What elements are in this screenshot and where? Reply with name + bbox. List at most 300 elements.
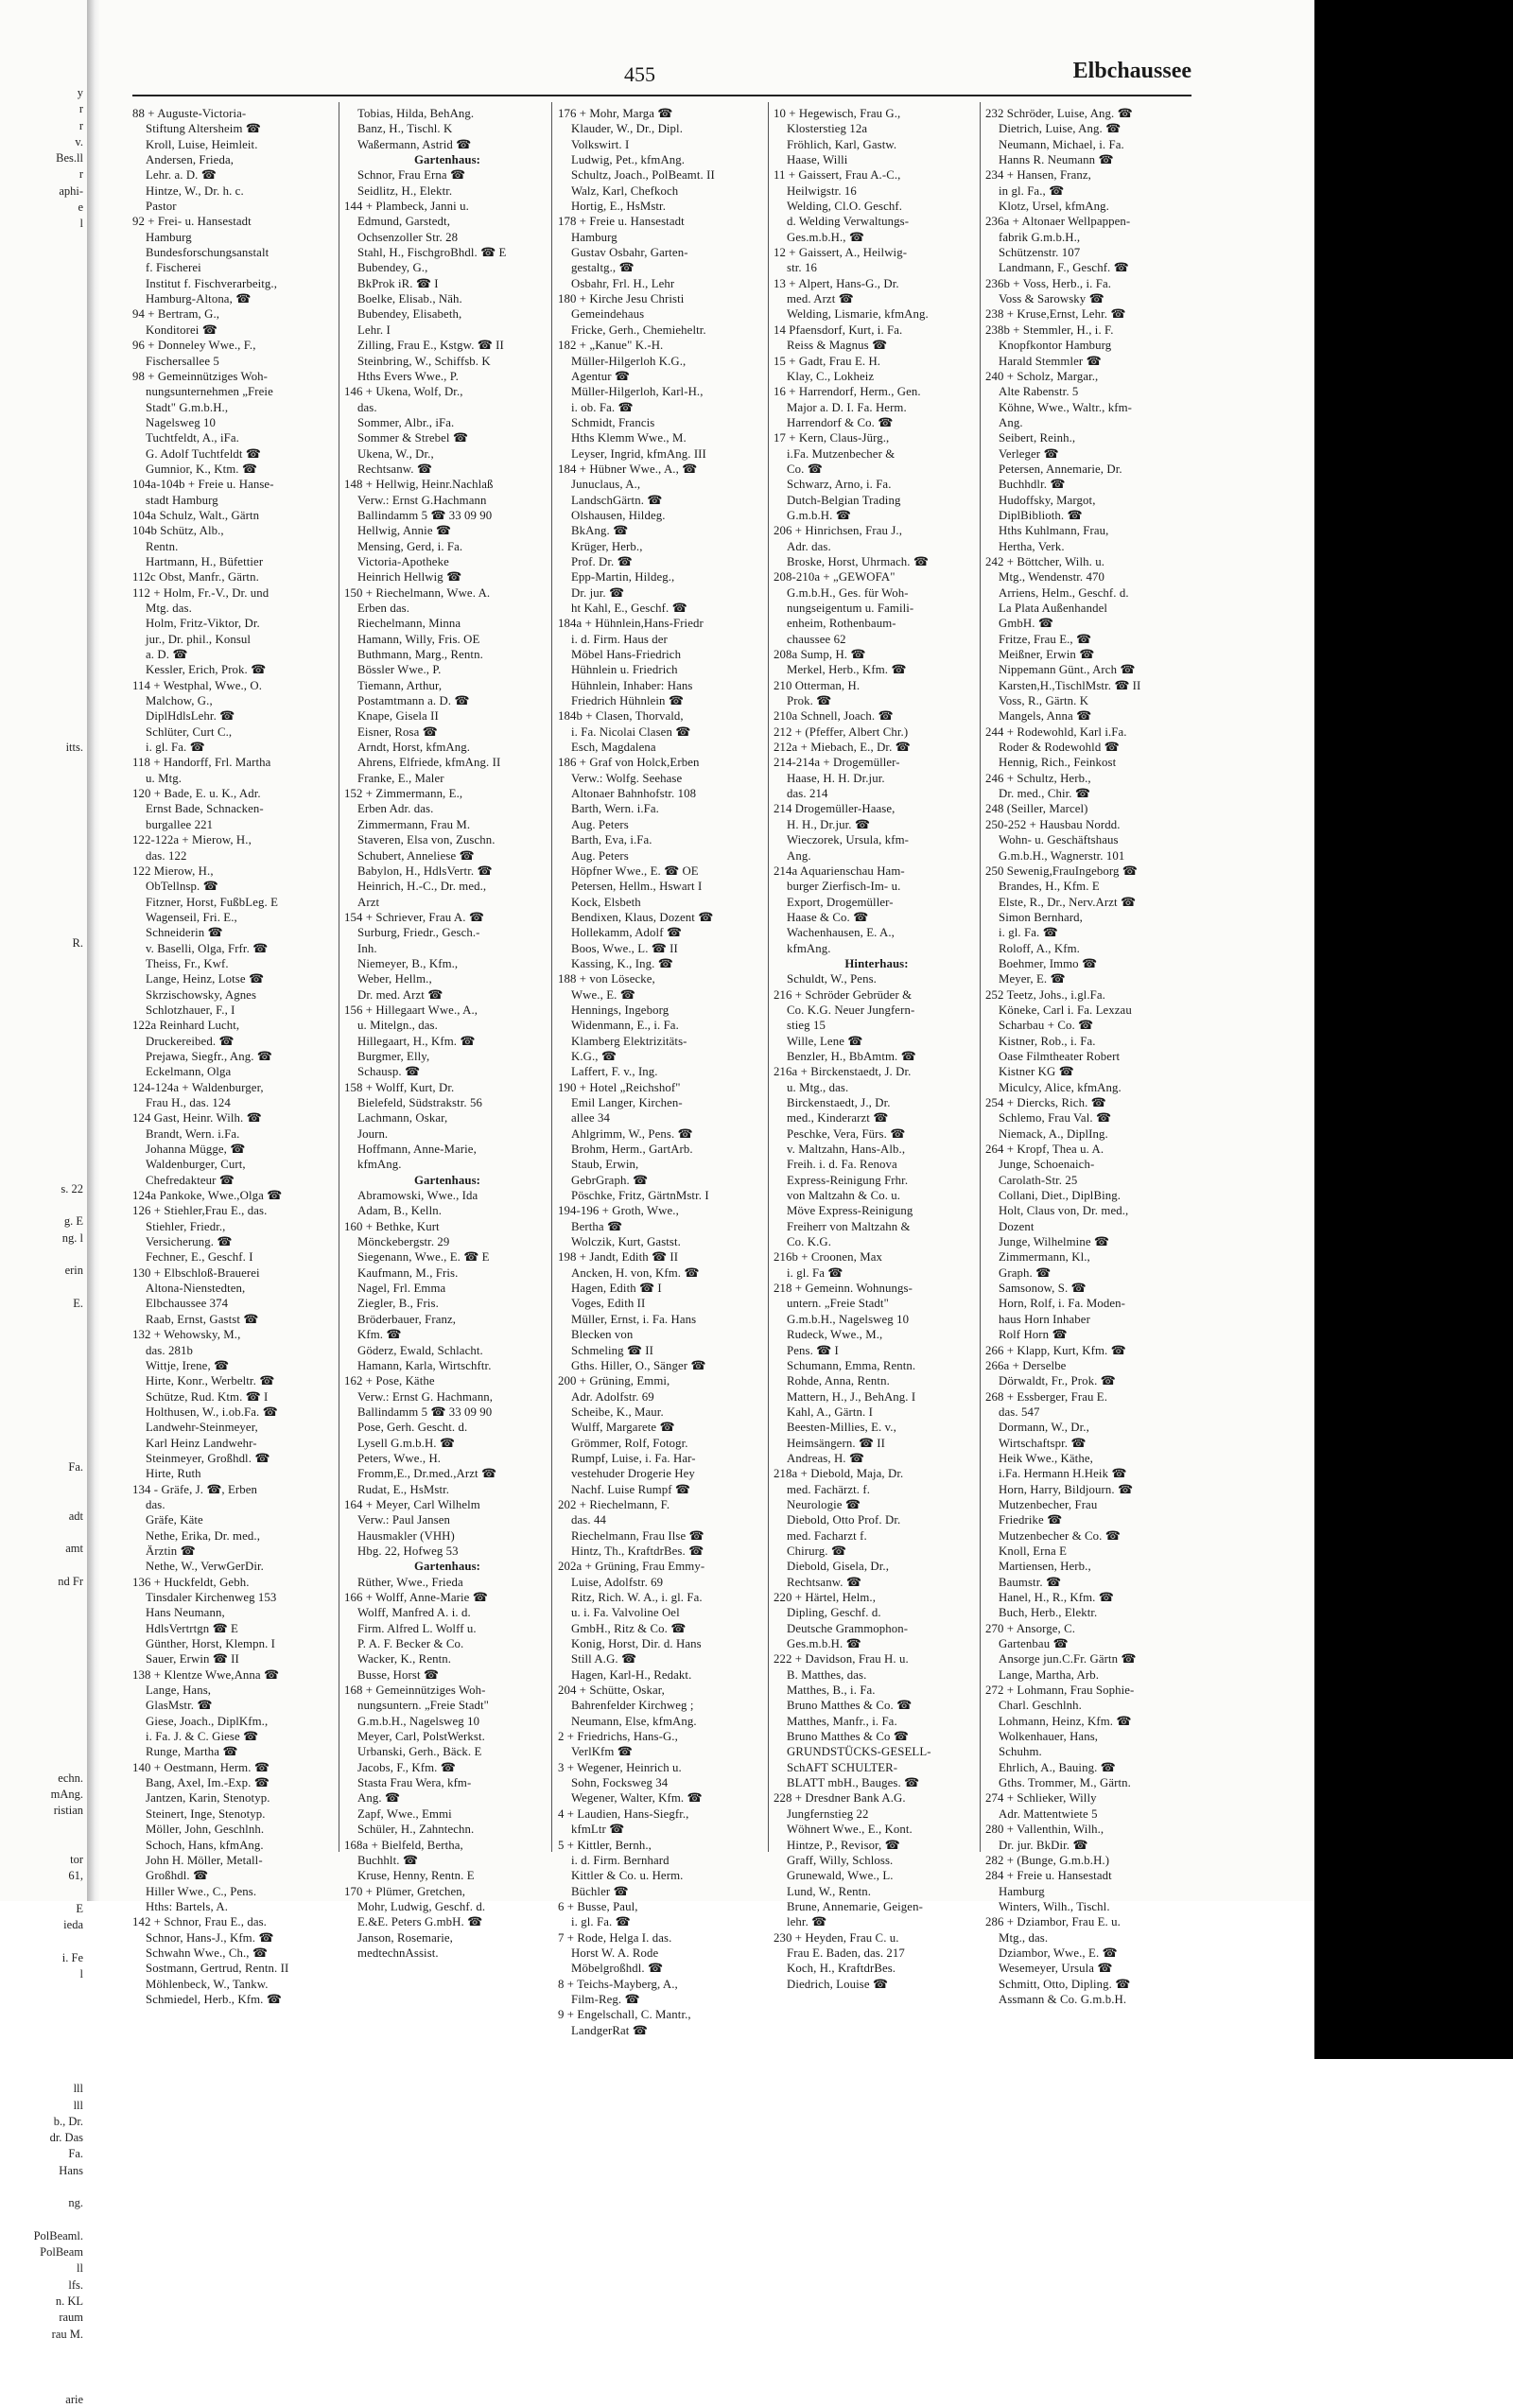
previous-page-text: n. KL bbox=[55, 2295, 83, 2309]
resident-line: Hanns R. Neumann ☎ bbox=[999, 153, 1114, 167]
house-number-entry: 104a Schulz, Walt., Gärtn bbox=[132, 508, 260, 522]
previous-page-text bbox=[0, 625, 87, 641]
resident-line: Klotz, Ursel, kfmAng. bbox=[999, 200, 1109, 214]
resident-line: Kroll, Luise, Heimleit. bbox=[146, 137, 258, 151]
house-number-entry: 124a Pankoke, Wwe.,Olga ☎ bbox=[132, 1189, 283, 1203]
resident-line: Schnor, Frau Erna ☎ bbox=[357, 168, 465, 183]
resident-line: Mtg. das. bbox=[146, 602, 192, 615]
resident-line: Büchler ☎ bbox=[571, 1884, 629, 1898]
resident-line: E.&E. Peters G.mbH. ☎ bbox=[357, 1915, 483, 1929]
resident-line: Oase Filmtheater Robert bbox=[999, 1049, 1121, 1063]
resident-line: Steinbring, W., Schiffsb. K bbox=[357, 354, 491, 368]
resident-line: Möller, John, Geschlnh. bbox=[146, 1823, 265, 1837]
resident-line: Tobias, Hilda, BehAng. bbox=[357, 107, 475, 120]
resident-line: Schnor, Hans-J., Kfm. ☎ bbox=[146, 1930, 274, 1945]
resident-line: Elste, R., Dr., Nerv.Arzt ☎ bbox=[999, 895, 1137, 909]
house-number-entry: 130 + Elbschloß-Brauerei bbox=[132, 1265, 260, 1280]
resident-line: Peters, Wwe., H. bbox=[357, 1451, 442, 1465]
resident-line: Prejawa, Siegfr., Ang. ☎ bbox=[146, 1049, 272, 1063]
resident-line: Lehr. I bbox=[357, 323, 391, 337]
house-number-entry: 176 + Mohr, Marga ☎ bbox=[558, 107, 673, 120]
previous-page-text bbox=[0, 1737, 87, 1754]
previous-page-text: itts. bbox=[65, 740, 83, 754]
resident-line: Landwehr-Steinmeyer, bbox=[146, 1421, 258, 1435]
resident-line: Inh. bbox=[357, 941, 377, 955]
house-number-entry: 148 + Hellwig, Heinr.Nachlaß bbox=[344, 478, 494, 492]
previous-page-text bbox=[0, 1704, 87, 1720]
resident-line: Welding, Cl.O. Geschf. bbox=[787, 200, 903, 214]
resident-line: med. Arzt ☎ bbox=[787, 292, 854, 306]
resident-line: Express-Reinigung Frhr. bbox=[787, 1173, 909, 1187]
previous-page-text: rau M. bbox=[51, 2327, 83, 2341]
resident-line: Zapf, Wwe., Emmi bbox=[357, 1806, 452, 1821]
resident-line: Gräfe, Käte bbox=[146, 1513, 203, 1527]
resident-line: Skrzischowsky, Agnes bbox=[146, 987, 257, 1002]
resident-line: Nethe, W., VerwGerDir. bbox=[146, 1560, 264, 1574]
resident-line: Winters, Wilh., Tischl. bbox=[999, 1899, 1110, 1913]
resident-line: Hagen, Karl-H., Redakt. bbox=[571, 1667, 692, 1682]
previous-page-text bbox=[0, 1410, 87, 1426]
previous-page-text bbox=[0, 1312, 87, 1328]
resident-line: nungseigentum u. Famili- bbox=[787, 602, 914, 615]
previous-page-text: r bbox=[78, 167, 83, 182]
house-number-entry: 104a-104b + Freie u. Hanse- bbox=[132, 478, 274, 492]
previous-page-text: i. Fe bbox=[61, 1950, 83, 1964]
resident-line: Verw.: Wolfg. Seehase bbox=[571, 771, 683, 785]
resident-line: Seibert, Reinh., bbox=[999, 431, 1076, 445]
previous-page-text bbox=[0, 1558, 87, 1574]
house-number-entry: 9 + Engelschall, C. Mantr., bbox=[558, 2008, 691, 2022]
resident-line: i. gl. Fa. ☎ bbox=[999, 926, 1058, 940]
previous-page-text bbox=[0, 1590, 87, 1606]
house-number-entry: 250-252 + Hausbau Nordd. bbox=[985, 817, 1121, 831]
resident-line: Dr. med. Arzt ☎ bbox=[357, 987, 443, 1002]
resident-line: Peschke, Vera, Fürs. ☎ bbox=[787, 1126, 906, 1141]
previous-page-text bbox=[0, 968, 87, 985]
resident-line: Wwe., E. ☎ bbox=[571, 987, 635, 1002]
previous-page-text bbox=[0, 1329, 87, 1345]
resident-line: Waßermann, Astrid ☎ bbox=[357, 137, 472, 151]
resident-line: Frau E. Baden, das. 217 bbox=[787, 1946, 905, 1960]
resident-line: Scharbau + Co. ☎ bbox=[999, 1019, 1094, 1033]
resident-line: Franke, E., Maler bbox=[357, 771, 444, 785]
resident-line: Hths Klemm Wwe., M. bbox=[571, 431, 687, 445]
resident-line: d. Welding Verwaltungs- bbox=[787, 215, 910, 229]
resident-line: Karsten,H.,TischlMstr. ☎ II bbox=[999, 678, 1141, 692]
resident-line: Diebold, Gisela, Dr., bbox=[787, 1560, 890, 1574]
resident-line: Petersen, Annemarie, Dr. bbox=[999, 462, 1122, 476]
book-fold-shadow bbox=[87, 0, 100, 1901]
previous-page-text bbox=[0, 772, 87, 788]
resident-line: Stadt" G.m.b.H., bbox=[146, 400, 229, 414]
resident-line: Bubendey, G., bbox=[357, 261, 428, 275]
house-number-entry: 150 + Riechelmann, Wwe. A. bbox=[344, 585, 491, 600]
resident-line: Schausp. ☎ bbox=[357, 1065, 420, 1079]
directory-column-4 bbox=[774, 106, 980, 1992]
resident-line: Major a. D. I. Fa. Herm. bbox=[787, 400, 907, 414]
resident-line: Ges.m.b.H., ☎ bbox=[787, 230, 864, 244]
resident-line: Buch, Herb., Elektr. bbox=[999, 1606, 1098, 1620]
house-number-entry: 15 + Gadt, Frau E. H. bbox=[774, 354, 881, 368]
resident-line: Verleger ☎ bbox=[999, 446, 1059, 461]
resident-line: Fritze, Frau E., ☎ bbox=[999, 632, 1092, 646]
previous-page-text: ieda bbox=[63, 1918, 83, 1932]
previous-page-text bbox=[0, 1083, 87, 1099]
resident-line: Graff, Willy, Schloss. bbox=[787, 1853, 894, 1867]
resident-line: Petersen, Hellm., Hswart I bbox=[571, 880, 703, 894]
resident-line: Ang. bbox=[787, 848, 811, 863]
previous-page-text bbox=[0, 1394, 87, 1410]
resident-line: Agentur ☎ bbox=[571, 369, 630, 383]
column-divider bbox=[551, 102, 552, 1852]
resident-line: Kittler & Co. u. Herm. bbox=[571, 1869, 684, 1883]
previous-page-text bbox=[0, 1721, 87, 1737]
previous-page-text bbox=[0, 641, 87, 657]
resident-line: Johanna Mügge, ☎ bbox=[146, 1143, 246, 1157]
resident-line: Surburg, Friedr., Gesch.- bbox=[357, 926, 480, 940]
resident-line: G. Adolf Tuchtfeldt ☎ bbox=[146, 446, 261, 461]
resident-line: Hennig, Rich., Feinkost bbox=[999, 756, 1117, 770]
resident-line: Boehmer, Immo ☎ bbox=[999, 956, 1097, 970]
resident-line: Aug. Peters bbox=[571, 848, 629, 863]
resident-line: John H. Möller, Metall- bbox=[146, 1853, 263, 1867]
resident-line: LandschGärtn. ☎ bbox=[571, 493, 663, 507]
previous-page-text: tor bbox=[70, 1853, 83, 1867]
house-number-entry: 212a + Miebach, E., Dr. ☎ bbox=[774, 741, 911, 755]
house-number-entry: 218 + Gemeinn. Wohnungs- bbox=[774, 1282, 913, 1296]
resident-line: Gustav Osbahr, Garten- bbox=[571, 246, 688, 260]
resident-line: Mtg., das. bbox=[999, 1930, 1049, 1945]
resident-line: Sohn, Focksweg 34 bbox=[571, 1776, 669, 1790]
resident-line: Institut f. Fischverarbeitg., bbox=[146, 276, 278, 290]
resident-line: Grunewald, Wwe., L. bbox=[787, 1869, 894, 1883]
resident-line: Grömmer, Rolf, Fotogr. bbox=[571, 1436, 688, 1450]
resident-line: von Maltzahn & Co. u. bbox=[787, 1189, 901, 1203]
resident-line: das. 122 bbox=[146, 848, 187, 863]
previous-page-text: dr. Das bbox=[49, 2131, 83, 2145]
house-number-entry: 194-196 + Groth, Wwe., bbox=[558, 1204, 679, 1218]
resident-line: Ukena, W., Dr., bbox=[357, 446, 434, 461]
resident-line: u. Mtg., das. bbox=[787, 1080, 849, 1094]
previous-page-text bbox=[0, 789, 87, 805]
running-head: Elbchaussee bbox=[1072, 59, 1191, 83]
resident-line: Junuclaus, A., bbox=[571, 478, 641, 492]
resident-line: Hausmakler (VHH) bbox=[357, 1528, 455, 1543]
resident-line: Tuchtfeldt, A., iFa. bbox=[146, 431, 239, 445]
resident-line: lehr. ☎ bbox=[787, 1915, 827, 1929]
previous-page-text bbox=[0, 1345, 87, 1361]
resident-line: G.m.b.H. ☎ bbox=[787, 508, 851, 522]
resident-line: Fromm,E., Dr.med.,Arzt ☎ bbox=[357, 1467, 497, 1481]
previous-page-text: v. bbox=[75, 134, 83, 148]
resident-line: Mensing, Gerd, i. Fa. bbox=[357, 539, 463, 553]
house-number-entry: 200 + Grüning, Emmi, bbox=[558, 1374, 670, 1388]
house-number-entry: 210 Otterman, H. bbox=[774, 678, 861, 692]
house-number-entry: 10 + Hegewisch, Frau G., bbox=[774, 107, 901, 120]
resident-line: Nippemann Günt., Arch ☎ bbox=[999, 663, 1136, 677]
previous-page-text bbox=[0, 396, 87, 412]
resident-line: Zilling, Frau E., Kstgw. ☎ II bbox=[357, 339, 504, 353]
resident-line: Schlemo, Frau Val. ☎ bbox=[999, 1111, 1112, 1125]
house-number-entry: 250 Sewenig,FrauIngeborg ☎ bbox=[985, 864, 1138, 878]
resident-line: i. Fa. Nicolai Clasen ☎ bbox=[571, 724, 691, 739]
resident-line: das. 214 bbox=[787, 787, 828, 801]
previous-page-text: y bbox=[77, 86, 83, 99]
previous-page-text: aphi- bbox=[59, 183, 83, 198]
resident-line: Assmann & Co. G.m.b.H. bbox=[999, 1992, 1127, 2006]
resident-line: Heinrich, H.-C., Dr. med., bbox=[357, 880, 487, 894]
resident-line: Volkswirt. I bbox=[571, 137, 630, 151]
house-number-entry: 114 + Westphal, Wwe., O. bbox=[132, 678, 263, 692]
resident-line: Samsonow, S. ☎ bbox=[999, 1282, 1087, 1296]
resident-line: Knopfkontor Hamburg bbox=[999, 339, 1112, 353]
previous-page-text bbox=[0, 560, 87, 576]
resident-line: Elbchaussee 374 bbox=[146, 1297, 229, 1311]
resident-line: u. Mtg. bbox=[146, 771, 183, 785]
previous-page-text bbox=[0, 919, 87, 935]
resident-line: Landmann, F., Geschf. ☎ bbox=[999, 261, 1129, 275]
previous-page-text bbox=[0, 1999, 87, 2015]
previous-page-text bbox=[0, 1377, 87, 1393]
resident-line: Co. K.G. bbox=[787, 1235, 832, 1249]
resident-line: Mutzenbecher, Frau bbox=[999, 1497, 1098, 1511]
resident-line: Knoll, Erna E bbox=[999, 1544, 1068, 1558]
house-number-entry: 138 + Klentze Wwe,Anna ☎ bbox=[132, 1667, 280, 1682]
previous-page-text: PolBeaml. bbox=[33, 2228, 83, 2242]
resident-line: Diebold, Otto Prof. Dr. bbox=[787, 1513, 901, 1527]
previous-page-text bbox=[0, 1099, 87, 1115]
house-number-entry: 238b + Stemmler, H., i. F. bbox=[985, 323, 1114, 337]
resident-line: Friedrike ☎ bbox=[999, 1513, 1063, 1527]
resident-line: Altonaer Bahnhofstr. 108 bbox=[571, 787, 697, 801]
resident-line: burgallee 221 bbox=[146, 817, 214, 831]
previous-page-text bbox=[0, 265, 87, 281]
house-number-entry: 92 + Frei- u. Hansestadt bbox=[132, 215, 252, 229]
house-number-entry: 122a Reinhard Lucht, bbox=[132, 1019, 240, 1033]
house-number-entry: 284 + Freie u. Hansestadt bbox=[985, 1869, 1112, 1883]
house-number-entry: 8 + Teichs-Mayberg, A., bbox=[558, 1977, 678, 1991]
resident-line: Gths. Hiller, O., Sänger ☎ bbox=[571, 1358, 706, 1372]
house-number-entry: 206 + Hinrichsen, Frau J., bbox=[774, 524, 902, 538]
resident-line: Hths Evers Wwe., P. bbox=[357, 369, 459, 383]
resident-line: Brohm, Herm., GartArb. bbox=[571, 1143, 693, 1157]
resident-line: Bröderbauer, Franz, bbox=[357, 1312, 457, 1326]
resident-line: v. Maltzahn, Hans-Alb., bbox=[787, 1143, 906, 1157]
house-number-entry: 252 Teetz, Johs., i.gl.Fa. bbox=[985, 987, 1105, 1002]
resident-line: Hiller Wwe., C., Pens. bbox=[146, 1884, 257, 1898]
previous-page-text: Hans bbox=[59, 2163, 83, 2177]
resident-line: enheim, Rothenbaum- bbox=[787, 617, 896, 631]
resident-line: Arriens, Helm., Geschf. d. bbox=[999, 585, 1129, 600]
resident-line: Fitzner, Horst, FußbLeg. E bbox=[146, 895, 278, 909]
previous-page-text bbox=[0, 527, 87, 543]
house-number-entry: 13 + Alpert, Hans-G., Dr. bbox=[774, 276, 899, 290]
resident-line: Olshausen, Hildeg. bbox=[571, 508, 666, 522]
resident-line: Zimmermann, Frau M. bbox=[357, 817, 471, 831]
resident-line: Staveren, Elsa von, Zuschn. bbox=[357, 833, 496, 847]
resident-line: Hoffmann, Anne-Marie, bbox=[357, 1143, 477, 1157]
resident-line: Frau H., das. 124 bbox=[146, 1096, 231, 1109]
section-heading: Hinterhaus: bbox=[844, 956, 909, 970]
resident-line: Junge, Wilhelmine ☎ bbox=[999, 1235, 1109, 1249]
resident-line: das. 281b bbox=[146, 1343, 193, 1357]
resident-line: Niemeyer, B., Kfm., bbox=[357, 956, 459, 970]
resident-line: Ehrlich, A., Bauing. ☎ bbox=[999, 1760, 1116, 1774]
page-number: 455 bbox=[624, 62, 655, 86]
house-number-entry: 168a + Bielfeld, Bertha, bbox=[344, 1838, 463, 1852]
resident-line: Roloff, A., Kfm. bbox=[999, 941, 1080, 955]
resident-line: Schoch, Hans, kfmAng. bbox=[146, 1838, 264, 1852]
previous-page-text bbox=[0, 2065, 87, 2081]
resident-line: GlasMstr. ☎ bbox=[146, 1699, 213, 1713]
resident-line: Schlüter, Curt C., bbox=[146, 724, 233, 739]
previous-page-text: raum bbox=[59, 2311, 83, 2325]
resident-line: Ahlgrimm, W., Pens. ☎ bbox=[571, 1126, 693, 1141]
resident-line: ht Kahl, E., Geschf. ☎ bbox=[571, 602, 687, 615]
house-number-entry: 264 + Kropf, Thea u. A. bbox=[985, 1143, 1104, 1157]
previous-page-text bbox=[0, 854, 87, 870]
resident-line: Wieczorek, Ursula, kfm- bbox=[787, 833, 909, 847]
resident-line: Alte Rabenstr. 5 bbox=[999, 385, 1079, 399]
resident-line: Co. K.G. Neuer Jungfern- bbox=[787, 1003, 915, 1017]
resident-line: Lange, Heinz, Lotse ☎ bbox=[146, 972, 264, 986]
resident-line: Schultz, Joach., PolBeamt. II bbox=[571, 168, 715, 183]
previous-page-text: r bbox=[78, 118, 83, 132]
resident-line: Müller-Hilgerloh K.G., bbox=[571, 354, 687, 368]
resident-line: Andersen, Frieda, bbox=[146, 153, 235, 167]
resident-line: Ballindamm 5 ☎ 33 09 90 bbox=[357, 508, 493, 522]
resident-line: Schüler, H., Zahntechn. bbox=[357, 1823, 475, 1837]
house-number-entry: 118 + Handorff, Frl. Martha bbox=[132, 756, 271, 770]
resident-line: Victoria-Apotheke bbox=[357, 554, 449, 568]
previous-page-text: E bbox=[76, 1901, 83, 1915]
resident-line: Hühnlein u. Friedrich bbox=[571, 663, 678, 677]
house-number-entry: 188 + von Lösecke, bbox=[558, 972, 655, 986]
resident-line: GmbH. ☎ bbox=[999, 617, 1053, 631]
house-number-entry: 156 + Hillegaart Wwe., A., bbox=[344, 1003, 478, 1017]
previous-page-text bbox=[0, 952, 87, 968]
house-number-entry: 228 + Dresdner Bank A.G. bbox=[774, 1791, 906, 1806]
resident-line: Diedrich, Louise ☎ bbox=[787, 1977, 888, 1991]
resident-line: Theiss, Fr., Kwf. bbox=[146, 956, 229, 970]
house-number-entry: 158 + Wolff, Kurt, Dr. bbox=[344, 1080, 455, 1094]
resident-line: chaussee 62 bbox=[787, 632, 846, 646]
house-number-entry: 180 + Kirche Jesu Christi bbox=[558, 292, 685, 306]
resident-line: i. Fa. J. & C. Giese ☎ bbox=[146, 1730, 259, 1744]
resident-line: GRUNDSTÜCKS-GESELL- bbox=[787, 1745, 931, 1759]
resident-line: Friedrich Hühnlein ☎ bbox=[571, 694, 684, 708]
resident-line: Möbelgroßhdl. ☎ bbox=[571, 1962, 664, 1976]
resident-line: Großhdl. ☎ bbox=[146, 1869, 208, 1883]
directory-column-3 bbox=[558, 106, 764, 2038]
resident-line: Arndt, Horst, kfmAng. bbox=[357, 741, 471, 755]
previous-page-text bbox=[0, 462, 87, 478]
resident-line: Rüther, Wwe., Frieda bbox=[357, 1575, 463, 1589]
house-number-entry: 96 + Donneley Wwe., F., bbox=[132, 339, 256, 353]
resident-line: burger Zierfisch-Im- u. bbox=[787, 880, 901, 894]
resident-line: Mohr, Ludwig, Geschf. d. bbox=[357, 1899, 486, 1913]
resident-line: Kaufmann, M., Fris. bbox=[357, 1265, 459, 1280]
previous-page-text: s. 22 bbox=[61, 1181, 83, 1195]
previous-page-text bbox=[0, 1361, 87, 1377]
house-number-entry: 168 + Gemeinnütziges Woh- bbox=[344, 1684, 486, 1698]
resident-line: Riechelmann, Frau Ilse ☎ bbox=[571, 1528, 704, 1543]
resident-line: Gemeindehaus bbox=[571, 307, 645, 322]
previous-page-text: l bbox=[79, 1967, 83, 1981]
previous-page-text: g. E bbox=[63, 1214, 83, 1229]
resident-line: i. ob. Fa. ☎ bbox=[571, 400, 634, 414]
resident-line: Hths: Bartels, A. bbox=[146, 1899, 229, 1913]
house-number-entry: 134 - Gräfe, J. ☎, Erben bbox=[132, 1482, 258, 1496]
house-number-entry: 214a Aquarienschau Ham- bbox=[774, 864, 905, 878]
house-number-entry: 112c Obst, Manfr., Gärtn. bbox=[132, 570, 259, 585]
resident-line: Kahl, A., Gärtn. I bbox=[787, 1405, 874, 1419]
previous-page-text: amt bbox=[65, 1542, 83, 1556]
resident-line: Kessler, Erich, Prok. ☎ bbox=[146, 663, 267, 677]
resident-line: Kistner KG ☎ bbox=[999, 1065, 1074, 1079]
resident-line: Bubendey, Elisabeth, bbox=[357, 307, 462, 322]
resident-line: Osbahr, Frl. H., Lehr bbox=[571, 276, 675, 290]
resident-line: Chefredakteur ☎ bbox=[146, 1173, 235, 1187]
resident-line: Weber, Hellm., bbox=[357, 972, 432, 986]
resident-line: Abramowski, Wwe., Ida bbox=[357, 1189, 478, 1203]
resident-line: Koch, H., KraftdrBes. bbox=[787, 1962, 896, 1976]
resident-line: Malchow, G., bbox=[146, 694, 213, 708]
previous-page-text bbox=[0, 724, 87, 740]
resident-line: str. 16 bbox=[787, 261, 817, 275]
resident-line: Altona-Nienstedten, bbox=[146, 1282, 246, 1296]
resident-line: Köhne, Wwe., Waltr., kfm- bbox=[999, 400, 1133, 414]
resident-line: allee 34 bbox=[571, 1111, 610, 1125]
resident-line: Rudeck, Wwe., M., bbox=[787, 1328, 883, 1342]
resident-line: Still A.G. ☎ bbox=[571, 1652, 637, 1666]
resident-line: Bendixen, Klaus, Dozent ☎ bbox=[571, 910, 714, 924]
previous-page-text: lfs. bbox=[68, 2277, 83, 2292]
house-number-entry: 216a + Birckenstaedt, J. Dr. bbox=[774, 1065, 912, 1079]
resident-line: Verw.: Ernst G. Hachmann, bbox=[357, 1389, 494, 1404]
previous-page-text: R. bbox=[72, 936, 83, 951]
resident-line: Stahl, H., FischgroBhdl. ☎ E bbox=[357, 246, 507, 260]
house-number-entry: 124-124a + Waldenburger, bbox=[132, 1080, 264, 1094]
resident-line: Fröhlich, Karl, Gastw. bbox=[787, 137, 897, 151]
resident-line: Schneiderin ☎ bbox=[146, 926, 223, 940]
previous-page-text bbox=[0, 1426, 87, 1442]
resident-line: Junge, Schoenaich- bbox=[999, 1158, 1095, 1172]
previous-page-text bbox=[0, 1247, 87, 1263]
resident-line: f. Fischerei bbox=[146, 261, 201, 275]
previous-page-text bbox=[0, 298, 87, 314]
resident-line: Hintze, P., Revisor, ☎ bbox=[787, 1838, 900, 1852]
resident-line: Gths. Trommer, M., Gärtn. bbox=[999, 1776, 1131, 1790]
house-number-entry: 274 + Schlieker, Willy bbox=[985, 1791, 1097, 1806]
resident-line: Versicherung. ☎ bbox=[146, 1235, 233, 1249]
resident-line: Brune, Annemarie, Geigen- bbox=[787, 1899, 923, 1913]
resident-line: Ernst Bade, Schnacken- bbox=[146, 802, 264, 816]
resident-line: Stiehler, Friedr., bbox=[146, 1219, 226, 1233]
resident-line: Ärztin ☎ bbox=[146, 1544, 196, 1558]
previous-page-text bbox=[0, 1197, 87, 1213]
resident-line: stieg 15 bbox=[787, 1019, 826, 1033]
resident-line: Rudat, E., HsMstr. bbox=[357, 1482, 450, 1496]
resident-line: Dr. med., Chir. ☎ bbox=[999, 787, 1090, 801]
previous-page-text bbox=[0, 249, 87, 265]
resident-line: Steinert, Inge, Stenotyp. bbox=[146, 1806, 266, 1821]
house-number-entry: 14 Pfaensdorf, Kurt, i. Fa. bbox=[774, 323, 903, 337]
resident-line: ObTellnsp. ☎ bbox=[146, 880, 218, 894]
page-header bbox=[132, 59, 1191, 95]
house-number-entry: 208-210a + „GEWOFA" bbox=[774, 570, 896, 585]
resident-line: Ziegler, B., Fris. bbox=[357, 1297, 439, 1311]
